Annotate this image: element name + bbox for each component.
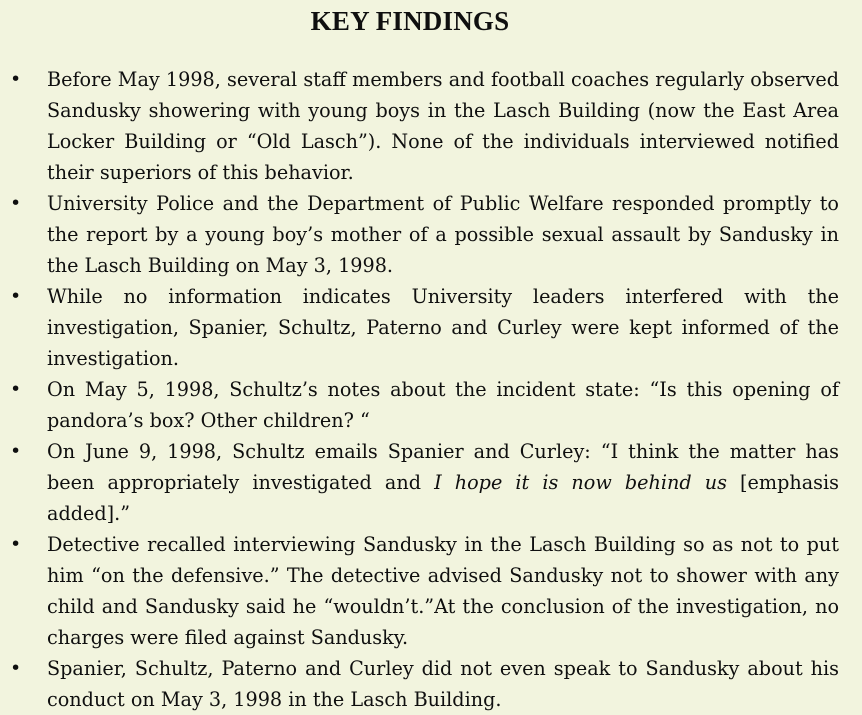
finding-text: While no information indicates University leaders interfered with the investigation, Spanier, Schultz, Paterno and Curley were kept informed of the investigation.: [47, 285, 839, 370]
bullet-icon: •: [10, 192, 22, 214]
finding-text: University Police and the Department of Public Welfare responded promptly to the report by a young boy’s mother of a possible sexual assault by Sandusky in the Lasch Building on May 3, 1998.: [47, 192, 839, 277]
bullet-icon: •: [10, 657, 22, 679]
finding-emphasis: I hope it is now behind us: [434, 471, 727, 494]
finding-text: Detective recalled interviewing Sandusky in the Lasch Building so as not to put him “on the defensive.” The detective advised Sandusky not to shower with any child and Sandusky said he “wouldn’t.”At the conclusion of the investigation, no charges were filed against Sandusky.: [47, 533, 839, 649]
finding-item-1: [0, 64, 862, 188]
finding-item-6: [0, 529, 862, 653]
bullet-icon: •: [10, 68, 22, 90]
finding-text-before: On June 9, 1998, Schultz emails Spanier and Curley: “I think the matter has been appropriately investigated and: [47, 440, 839, 494]
bullet-icon: •: [10, 285, 22, 307]
finding-text: Spanier, Schultz, Paterno and Curley did not even speak to Sandusky about his conduct on May 3, 1998 in the Lasch Building.: [47, 657, 839, 711]
page-title: KEY FINDINGS: [310, 6, 510, 36]
findings-list: [0, 64, 862, 715]
finding-text: On May 5, 1998, Schultz’s notes about the incident state: “Is this opening of pandora’s box? Other children? “: [47, 378, 839, 432]
finding-text-after: [emphasis added].”: [47, 471, 839, 525]
finding-item-2: [0, 188, 862, 281]
finding-item-3: [0, 281, 862, 374]
finding-item-4: [0, 374, 862, 436]
bullet-icon: •: [10, 440, 22, 462]
finding-text: Before May 1998, several staff members and football coaches regularly observed Sandusky showering with young boys in the Lasch Building (now the East Area Locker Building or “Old Lasch”). None of the individuals interviewed notified their superiors of this behavior.: [47, 68, 839, 184]
bullet-icon: •: [10, 378, 22, 400]
finding-item-5: [0, 436, 862, 529]
bullet-icon: •: [10, 533, 22, 555]
finding-item-7: [0, 653, 862, 715]
